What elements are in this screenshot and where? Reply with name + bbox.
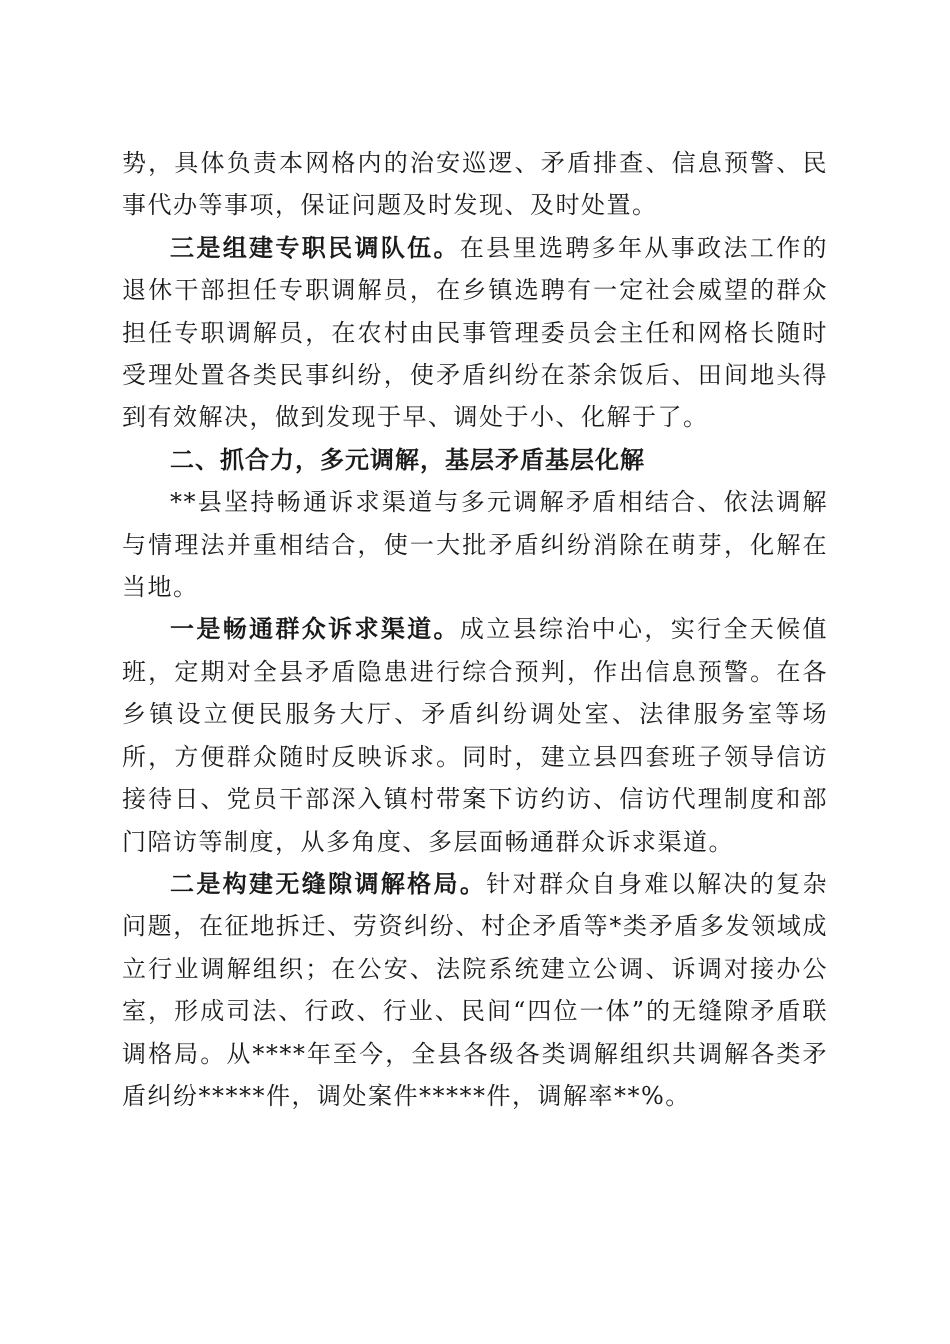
paragraph-section-intro <box>122 481 828 608</box>
section-heading-text: 二、抓合力，多元调解，基层矛盾基层化解 <box>170 445 645 474</box>
paragraph-mediation-team <box>122 227 828 439</box>
paragraph-text: 成立县综治中心，实行全天候值班，定期对全县矛盾隐患进行综合预判，作出信息预警。在各乡镇设立便民服务大厅、矛盾纠纷调处室、法律服务室等场所，方便群众随时反映诉求。同时，建立县四套班子领导信访接待日、党员干部深入镇村带案下访约访、信访代理制度和部门陪访等制度，从多角度、多层面畅通群众诉求渠道。 <box>122 615 829 856</box>
paragraph-lead: 一是畅通群众诉求渠道。 <box>170 614 460 644</box>
paragraph-seamless-mediation <box>122 863 828 1117</box>
paragraph-appeal-channels <box>122 608 828 862</box>
paragraph-continuation <box>122 142 828 227</box>
document-body <box>122 142 828 1117</box>
paragraph-text: **县坚持畅通诉求渠道与多元调解矛盾相结合、依法调解与情理法并重相结合，使一大批矛盾纠纷消除在萌芽，化解在当地。 <box>122 488 828 602</box>
paragraph-text: 势，具体负责本网格内的治安巡逻、矛盾排查、信息预警、民事代办等事项，保证问题及时发现、及时处置。 <box>122 149 828 220</box>
section-heading <box>122 439 828 481</box>
paragraph-lead: 二是构建无缝隙调解格局。 <box>170 868 487 898</box>
paragraph-lead: 三是组建专职民调队伍。 <box>170 232 460 262</box>
paragraph-text: 在县里选聘多年从事政法工作的退休干部担任专职调解员，在乡镇选聘有一定社会威望的群众担任专职调解员，在农村由民事管理委员会主任和网格长随时受理处置各类民事纠纷，使矛盾纠纷在茶余饭后、田间地头得到有效解决，做到发现于早、调处于小、化解于了。 <box>122 233 829 432</box>
paragraph-text: 针对群众自身难以解决的复杂问题，在征地拆迁、劳资纠纷、村企矛盾等*类矛盾多发领域成立行业调解组织；在公安、法院系统建立公调、诉调对接办公室，形成司法、行政、行业、民间“四位一体”的无缝隙矛盾联调格局。从****年至今，全县各级各类调解组织共调解各类矛盾纠纷*****件，调处案件*****件，调解率**%。 <box>122 869 828 1110</box>
